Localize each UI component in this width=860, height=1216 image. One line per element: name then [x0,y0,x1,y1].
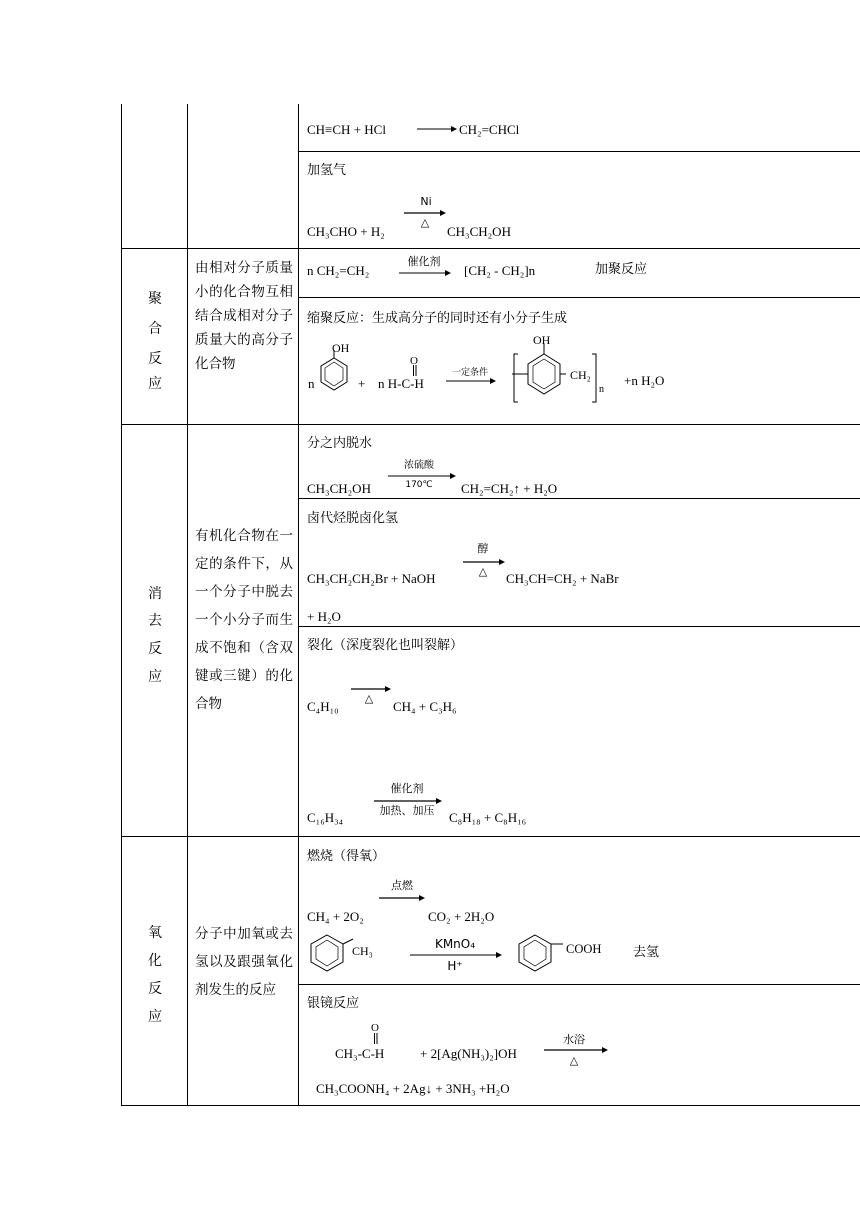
row-divider-cracking [298,626,860,627]
product-ch2: CH₂ [570,368,591,382]
combustion-condition: 点燃 [391,879,413,892]
category-elimination-char-4: 应 [148,669,162,685]
polymerization-description: 由相对分子质量小的化合物互相结合成相对分子质量大的高分子化合物 [195,260,293,372]
phenol-ring-structure [318,350,350,396]
row-divider-elimination [121,424,860,425]
dehalogenation-tail: + H₂O [307,609,341,624]
benzoic-ring-structure [517,933,571,973]
tollens-reagent: + 2[Ag(NH₃)₂]OH [420,1046,517,1061]
combustion-title: 燃烧（得氧） [307,849,386,864]
cracking-equation-right: CH₄ + C₃H₆ [393,699,457,714]
addition-polymerization-left: n CH₂=CH₂ [307,263,370,278]
category-polymerization-char-4: 应 [148,376,162,392]
hydrogenation-equation-left: CH₃CHO + H₂ [307,224,385,239]
dehydration-title: 分之内脱水 [307,436,373,451]
cracking-catalyst: 催化剂 [390,782,424,795]
oxidant-kmno4: KMnO₄ [434,937,476,951]
acetaldehyde-formula: CH₃-C-H [335,1046,385,1061]
dehalogenation-heat: △ [478,565,488,578]
silver-mirror-heat: △ [569,1054,579,1067]
condensation-water: +n H₂O [624,373,665,388]
dehalogenation-title: 卤代烃脱卤化氢 [307,511,399,526]
row-divider-oxidation [121,836,860,837]
combustion-equation-left: CH₄ + 2O₂ [307,909,364,924]
silver-mirror-condition: 水浴 [563,1033,585,1046]
addition-polymerization-catalyst: 催化剂 [407,255,441,268]
formaldehyde-o: O [410,355,418,367]
dehydration-catalyst: 浓硫酸 [404,460,434,471]
dehalogenation-solvent: 醇 [477,542,489,555]
condensation-title: 缩聚反应：生成高分子的同时还有小分子生成 [307,311,568,326]
hydrogenation-heat: △ [420,216,430,229]
table-col2-divider [298,104,299,1106]
condensation-plus: + [358,376,366,391]
row-divider-condensation [298,297,860,298]
hydrogenation-title: 加氢气 [307,163,347,178]
hcl-equation-right: CH₂=CHCl [459,122,520,137]
category-polymerization-char-1: 聚 [148,291,162,307]
reaction-arrow [446,376,496,386]
acetaldehyde-o: O [371,1022,379,1034]
addition-polymerization-label: 加聚反应 [595,262,648,277]
combustion-equation-right: CO₂ + 2H₂O [428,909,495,924]
category-polymerization-char-3: 反 [148,351,162,367]
acetaldehyde-double-bond [373,1033,379,1045]
hcl-equation-left: CH≡CH + HCl [307,122,386,137]
oxidant-hplus: H⁺ [447,959,463,973]
product-oh: OH [533,333,551,347]
dehydration-equation-left: CH₃CH₂OH [307,481,371,496]
dehalogenation-equation-left: CH₃CH₂CH₂Br + NaOH [307,571,436,586]
condensation-n1: n [308,376,315,391]
table-bottom-border [121,1105,860,1106]
category-elimination-char-3: 反 [148,641,162,657]
row-divider-polymerization [121,248,860,249]
condensation-condition: 一定条件 [451,368,488,378]
phenol-oh: OH [332,341,350,355]
dehalogenation-equation-right: CH₃CH=CH₂ + NaBr [506,571,619,586]
category-elimination-char-2: 去 [148,613,162,629]
silver-mirror-products: CH₃COONH₄ + 2Ag↓ + 3NH₃ +H₂O [316,1081,510,1096]
hydrogenation-equation-right: CH₃CH₂OH [447,224,511,239]
reaction-arrow [379,893,425,903]
cracking2-equation-right: C₈H₁₈ + C₈H₁₆ [449,810,527,825]
silver-mirror-title: 银镜反应 [307,996,360,1011]
dehydrogenation-label: 去氢 [633,945,660,960]
reaction-arrow [399,268,451,278]
category-elimination-char-1: 消 [148,586,162,602]
category-oxidation-char-2: 化 [148,953,162,969]
row-divider-hydrogenation [298,151,860,152]
category-polymerization-char-2: 合 [148,321,162,337]
addition-polymerization-product: [CH₂ - CH₂]n [464,263,536,278]
dehydration-temperature: 170℃ [405,480,433,490]
cracking-title: 裂化（深度裂化也叫裂解） [307,638,464,653]
category-oxidation-char-3: 反 [148,981,162,997]
cracking-equation-left: C₄H₁₀ [307,699,339,714]
row-divider-silver-mirror [298,984,860,985]
oxidation-description: 分子中加氧或去氢以及跟强氧化剂发生的反应 [195,926,293,998]
table-col1-divider [187,104,188,1106]
benzoic-cooh: COOH [566,942,602,956]
cracking2-equation-left: C₁₆H₃₄ [307,810,344,825]
product-n: n [599,384,604,395]
hydrogenation-catalyst: Ni [420,195,432,208]
reaction-arrow [417,124,457,134]
cracking-conditions: 加热、加压 [379,804,435,817]
cracking-heat: △ [364,692,374,705]
toluene-ch3: CH₃ [352,944,373,958]
category-oxidation-char-1: 氧 [148,925,162,941]
formaldehyde-formula: n H-C-H [378,376,424,391]
row-divider-dehalogenation [298,498,860,499]
table-left-border [121,104,122,1106]
category-oxidation-char-4: 应 [148,1009,162,1025]
dehydration-equation-right: CH₂=CH₂↑ + H₂O [461,481,558,496]
elimination-description: 有机化合物在一定的条件下，从一个分子中脱去一个小分子而生成不饱和（含双键或三键）的化合物 [195,528,293,712]
